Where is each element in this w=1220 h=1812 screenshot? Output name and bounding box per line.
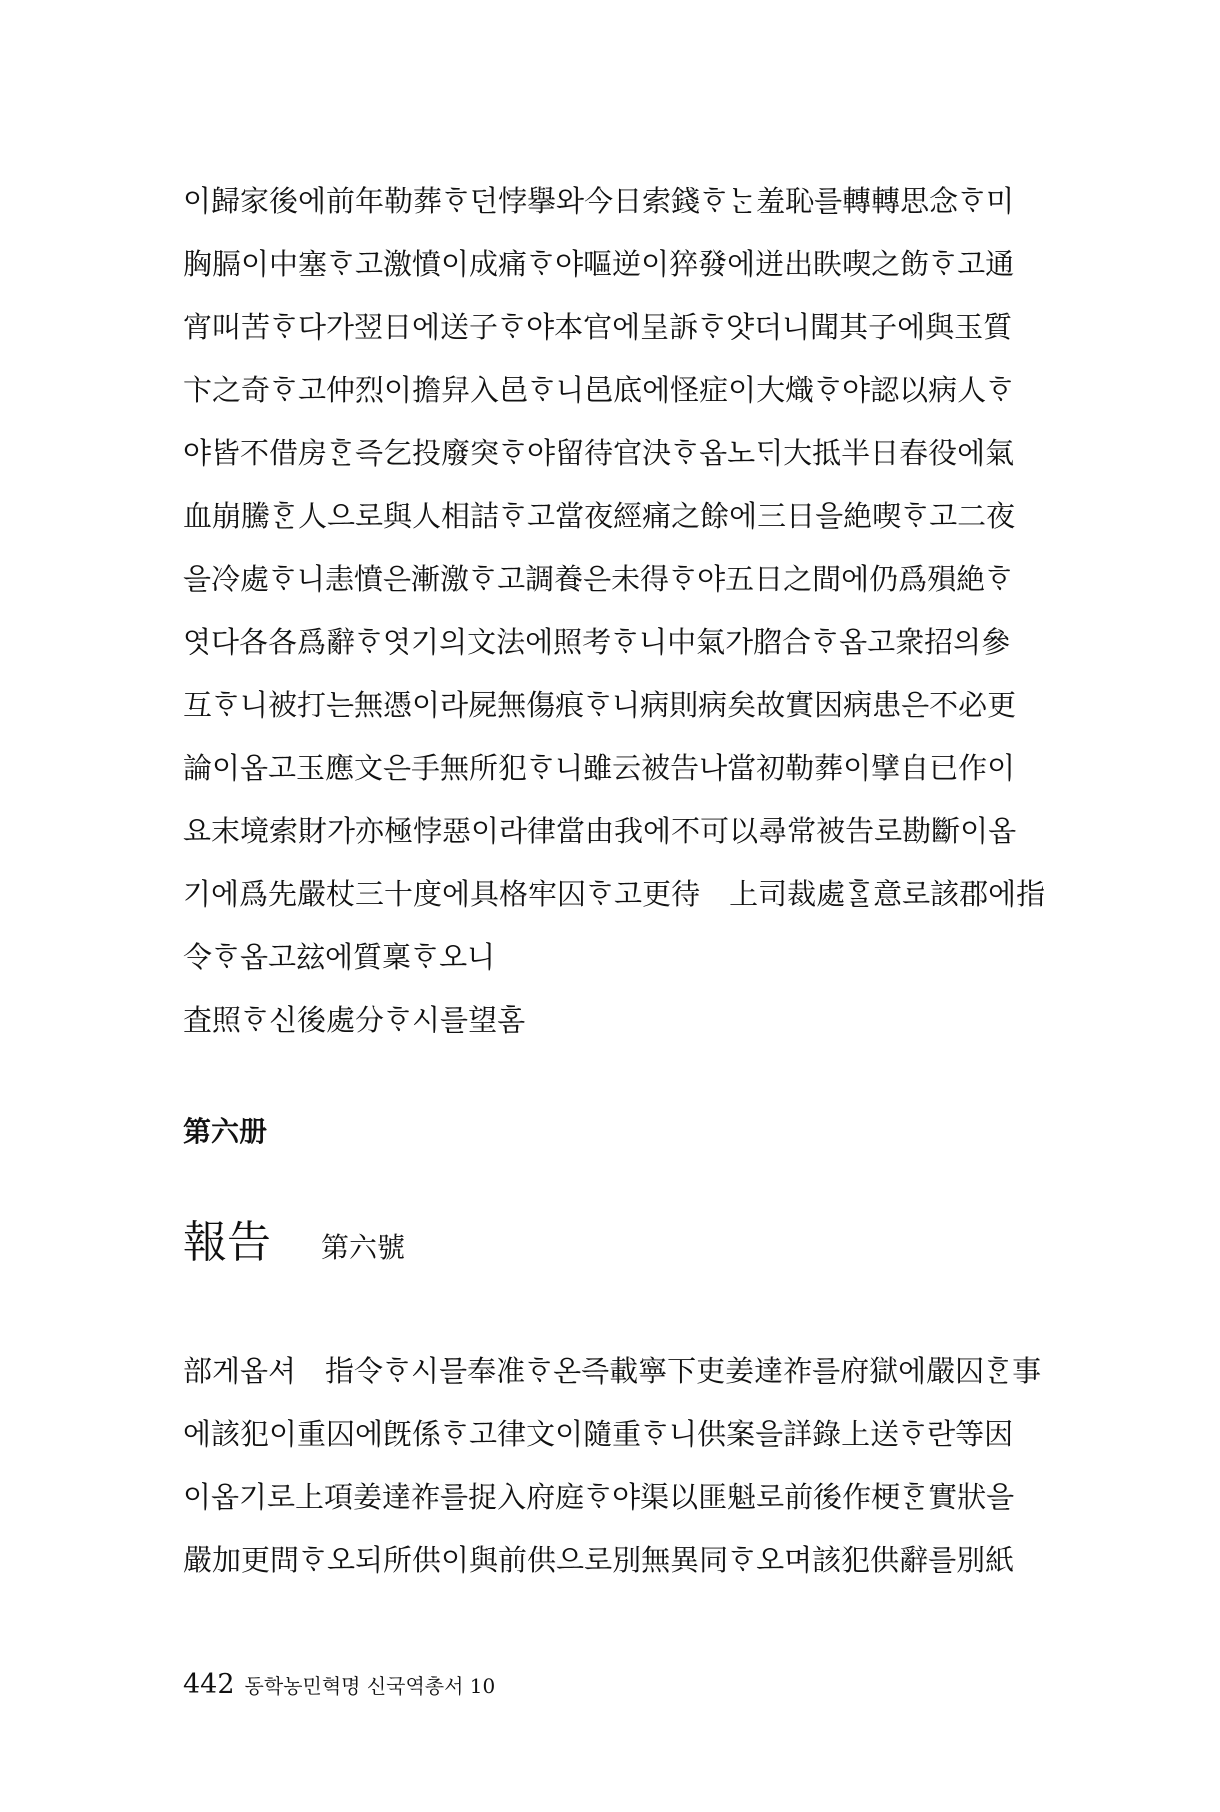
body-line: 査照ᄒᆞ신後處分ᄒᆞ시를望홈	[183, 1003, 526, 1037]
section-body-text	[183, 1340, 1053, 1592]
body-line: 에該犯이重囚에旣係ᄒᆞ고律文이隨重ᄒᆞ니供案을詳錄上送ᄒᆞ란等因	[183, 1417, 1014, 1451]
section-heading	[183, 1215, 405, 1280]
page-footer	[183, 1665, 495, 1708]
body-line: 이歸家後에前年勒葬ᄒᆞ던悖擧와今日索錢ᄒᆞᄂᆞᆫ羞恥를轉轉思念ᄒᆞ미	[183, 184, 1015, 218]
chapter-heading: 第六册	[183, 1115, 268, 1148]
page-number: 442	[183, 1669, 235, 1700]
section-number: 第六號	[321, 1231, 406, 1264]
body-line: 을冷處ᄒᆞ니恚憤은漸激ᄒᆞ고調養은未得ᄒᆞ야五日之間에仍爲殞絶ᄒᆞ	[183, 562, 1014, 596]
body-line: 血崩騰ᄒᆞᆫ人으로與人相詰ᄒᆞ고當夜經痛之餘에三日을絶喫ᄒᆞ고二夜	[183, 499, 1016, 533]
section-title: 報告	[183, 1217, 271, 1268]
body-line: 胸膈이中塞ᄒᆞ고激憤이成痛ᄒᆞ야嘔逆이猝發에迸出眣喫之飭ᄒᆞ고通	[183, 247, 1015, 281]
body-line: 卞之奇ᄒᆞ고仲烈이擔舁入邑ᄒᆞ니邑底에怪症이大熾ᄒᆞ야認以病人ᄒᆞ	[183, 373, 1015, 407]
body-line: 宵叫苦ᄒᆞ다가翌日에送子ᄒᆞ야本官에呈訴ᄒᆞ얏더니聞其子에與玉質	[183, 310, 1013, 344]
body-line: 야皆不借房ᄒᆞᆫ즉乞投廢突ᄒᆞ야留待官決ᄒᆞ옵노ᄃᆡ大抵半日春役에氣	[183, 436, 1015, 470]
body-line: 기에爲先嚴杖三十度에具格牢囚ᄒᆞ고更待 上司裁處ᄒᆞᆯ意로該郡에指	[183, 877, 1046, 911]
body-line: 令ᄒᆞ옵고玆에質稟ᄒᆞ오니	[183, 940, 496, 974]
body-line: 部게옵셔 指令ᄒᆞ시믈奉准ᄒᆞ온즉載寧下吏姜達祚를府獄에嚴囚ᄒᆞᆫ事	[183, 1354, 1042, 1388]
body-text-block	[183, 170, 1053, 1052]
body-line: 엿다各各爲辭ᄒᆞ엿기의文法에照考ᄒᆞ니中氣가脗合ᄒᆞ옵고衆招의參	[183, 625, 1011, 659]
body-line: 요末境索財가亦極悖惡이라律當由我에不可以尋常被告로勘斷이옵	[183, 814, 1017, 848]
body-line: 이옵기로上項姜達祚를捉入府庭ᄒᆞ야渠以匪魁로前後作梗ᄒᆞᆫ實狀을	[183, 1480, 1015, 1514]
body-line: 論이옵고玉應文은手無所犯ᄒᆞ니雖云被告나當初勒葬이擘自已作이	[183, 751, 1016, 785]
body-line: 互ᄒᆞ니被打는無憑이라屍無傷痕ᄒᆞ니病則病矣故實因病患은不必更	[183, 688, 1017, 722]
series-title: 동학농민혁명 신국역총서 10	[244, 1674, 496, 1698]
body-line: 嚴加更問ᄒᆞ오되所供이與前供으로別無異同ᄒᆞ오며該犯供辭를別紙	[183, 1543, 1015, 1577]
